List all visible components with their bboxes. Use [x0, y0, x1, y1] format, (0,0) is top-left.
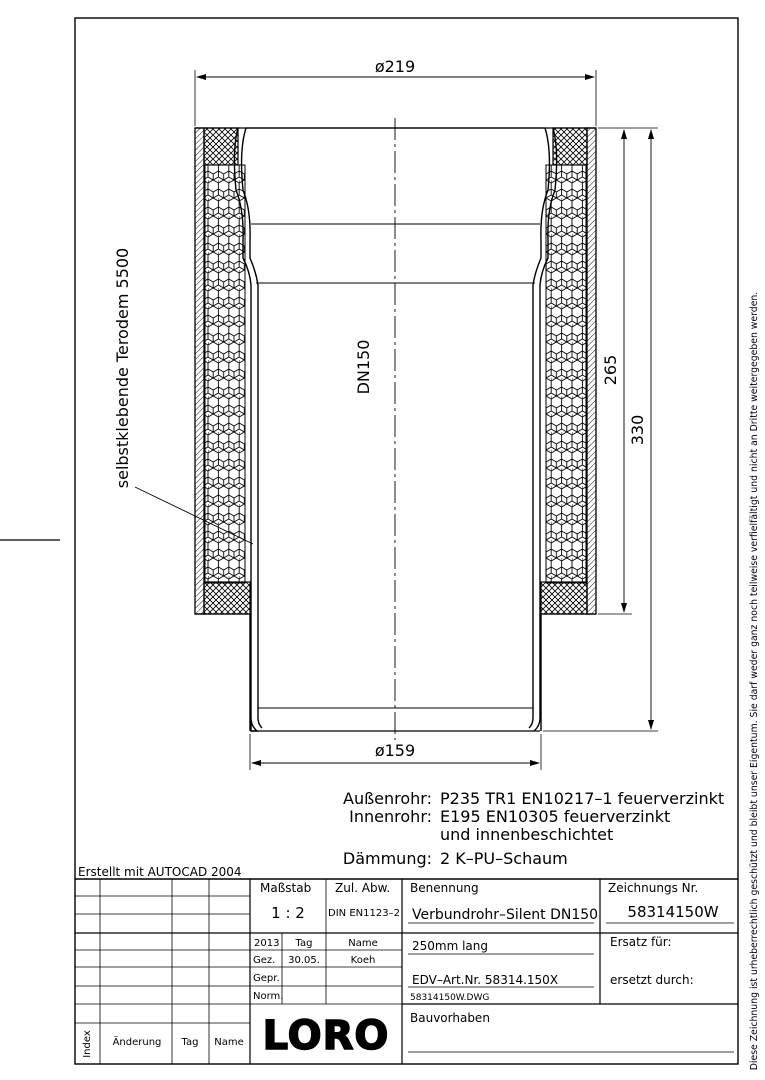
material-value-inner: E195 EN10305 feuerverzinkt [440, 807, 671, 826]
replacement-for: Ersatz für: [610, 935, 672, 949]
material-label-outer: Außenrohr: [343, 789, 432, 808]
material-value-outer: P235 TR1 EN10217–1 feuerverzinkt [440, 789, 725, 808]
dim-outer-diameter: ø219 [374, 57, 416, 76]
dwg-file: 58314150W.DWG [410, 993, 490, 1003]
drawing-no-label: Zeichnungs Nr. [608, 881, 699, 895]
tolerance-value: DIN EN1123–2 [328, 908, 400, 919]
material-label-inner: Innenrohr: [349, 807, 432, 826]
tolerance-label: Zul. Abw. [335, 881, 391, 895]
revision-change-label: Änderung [112, 1037, 162, 1048]
callout-seal: selbstklebende Terodem 5500 [113, 247, 132, 489]
drawn-date: 30.05. [288, 955, 320, 966]
edv-article: EDV–Art.Nr. 58314.150X [412, 973, 559, 987]
year: 2013 [254, 938, 280, 949]
created-with-note: Erstellt mit AUTOCAD 2004 [78, 865, 242, 879]
length-note: 250mm lang [412, 939, 489, 953]
checked-label: Gepr. [253, 973, 280, 984]
scale-label: Maßstab [260, 881, 312, 895]
replaced-by: ersetzt durch: [610, 973, 694, 987]
revision-day-label: Tag [181, 1037, 199, 1048]
dim-length-265: 265 [601, 354, 620, 386]
designation-value: Verbundrohr–Silent DN150 [412, 907, 599, 923]
title-block-text [82, 881, 719, 1058]
norm-label: Norm. [253, 991, 284, 1002]
copyright-note: Diese Zeichnung ist urheberrechtlich geschützt und bleibt unser Eigentum. Sie darf weder ganz noch teilweise verfielfältigt und nicht an Dritte weitergegeben werden. [749, 291, 760, 1071]
day-label: Tag [295, 938, 313, 949]
material-notes [343, 789, 724, 868]
revision-index-label: Index [82, 1030, 93, 1058]
material-value-coating: und innenbeschichtet [440, 825, 614, 844]
svg-text:LORO: LORO [262, 1013, 390, 1059]
project-label: Bauvorhaben [410, 1011, 490, 1025]
material-value-insulation: 2 K–PU–Schaum [440, 849, 568, 868]
pipe-section-drawing [195, 118, 596, 740]
material-label-insulation: Dämmung: [342, 849, 432, 868]
designation-label: Benennung [410, 881, 479, 895]
drawn-name: Koeh [350, 955, 376, 966]
loro-logo [263, 1013, 390, 1059]
dim-length-330: 330 [628, 414, 647, 446]
scale-value: 1 : 2 [271, 904, 305, 922]
drawing-no-value: 58314150W [627, 903, 719, 921]
dim-nominal: DN150 [354, 339, 373, 395]
drawn-label: Gez. [253, 955, 276, 966]
revision-name-label: Name [214, 1037, 244, 1048]
dim-inner-diameter: ø159 [374, 741, 416, 760]
name-label: Name [348, 938, 378, 949]
